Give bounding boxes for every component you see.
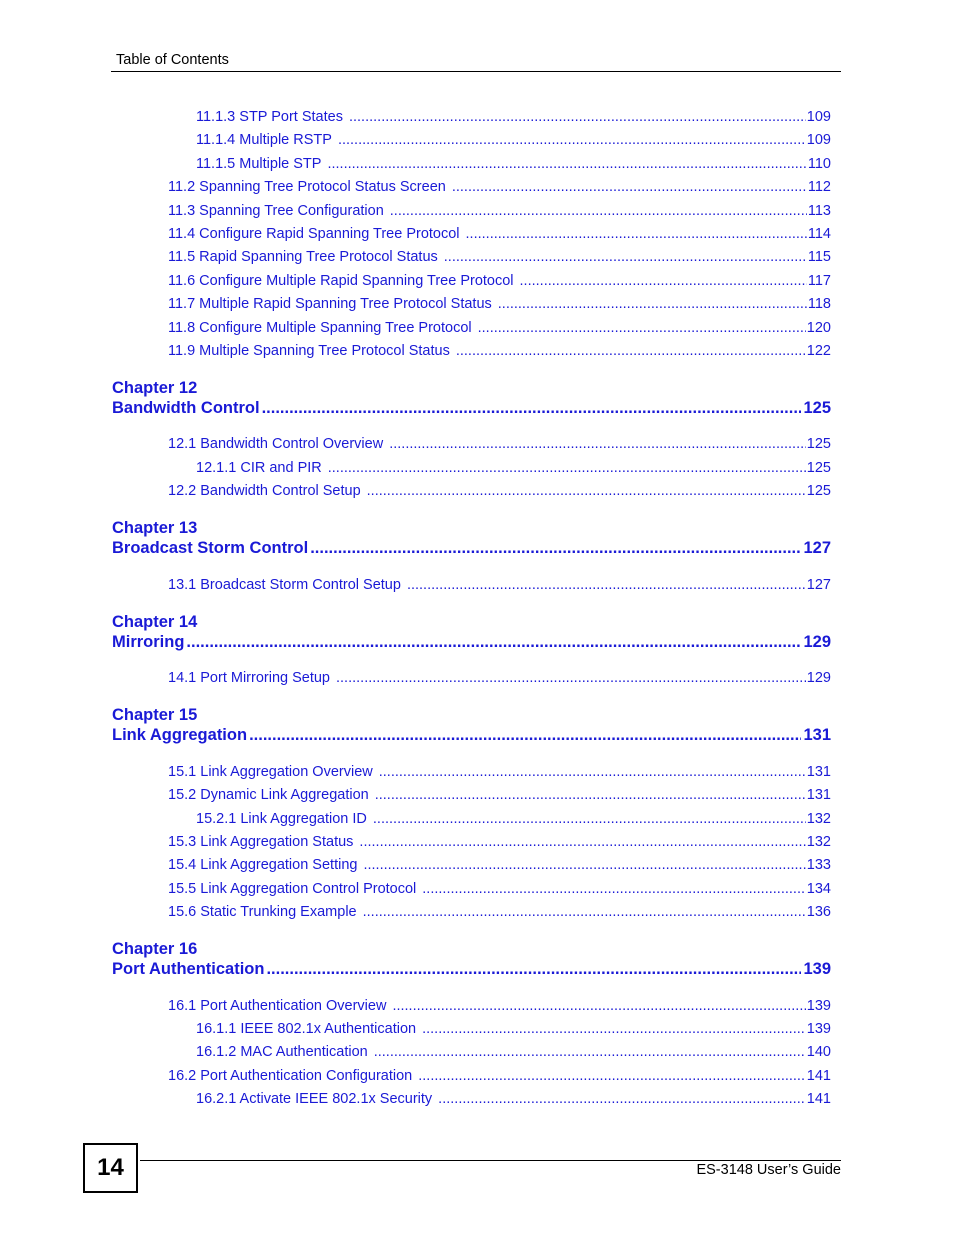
dot-leader: [375, 785, 806, 805]
section-entry[interactable]: [168, 902, 831, 922]
entry-page-number: 129: [806, 670, 831, 686]
entry-page-number: 125: [806, 483, 831, 499]
chapter-number[interactable]: Chapter 12: [112, 379, 198, 397]
section-entry[interactable]: [168, 224, 831, 244]
entry-title: 11.6 Configure Multiple Rapid Spanning Tree Protocol: [168, 273, 514, 289]
dot-leader: [390, 201, 807, 221]
section-entry[interactable]: [168, 201, 831, 221]
dot-leader: [359, 832, 805, 852]
entry-page-number: 132: [806, 811, 831, 827]
entry-title: 16.2.1 Activate IEEE 802.1x Security: [196, 1091, 433, 1107]
dot-leader: [262, 398, 802, 418]
entry-title: 16.1.2 MAC Authentication: [196, 1044, 368, 1060]
entry-page-number: 117: [807, 273, 831, 289]
section-entry[interactable]: [168, 832, 831, 852]
entry-title: 11.1.5 Multiple STP: [196, 156, 322, 172]
dot-leader: [379, 762, 806, 782]
chapter-title: Broadcast Storm Control: [112, 539, 309, 557]
entry-title: 13.1 Broadcast Storm Control Setup: [168, 577, 401, 593]
entry-title: 12.1.1 CIR and PIR: [196, 460, 322, 476]
section-entry[interactable]: [168, 294, 831, 314]
entry-title: 16.1.1 IEEE 802.1x Authentication: [196, 1021, 417, 1037]
dot-leader: [349, 107, 806, 127]
section-entry[interactable]: [168, 575, 831, 595]
entry-page-number: 114: [807, 226, 831, 242]
dot-leader: [186, 632, 801, 652]
entry-title: 12.2 Bandwidth Control Setup: [168, 483, 361, 499]
section-entry[interactable]: [168, 1066, 831, 1086]
chapter-number[interactable]: Chapter 14: [112, 613, 198, 631]
entry-title: 16.1 Port Authentication Overview: [168, 998, 387, 1014]
chapter-entry[interactable]: [112, 632, 831, 652]
footer-guide-title: ES-3148 User’s Guide: [696, 1162, 841, 1178]
entry-page-number: 131: [806, 787, 831, 803]
chapter-entry[interactable]: [112, 398, 831, 418]
entry-page-number: 125: [806, 460, 831, 476]
entry-title: 14.1 Port Mirroring Setup: [168, 670, 330, 686]
dot-leader: [452, 177, 807, 197]
dot-leader: [422, 1019, 806, 1039]
section-entry[interactable]: [168, 762, 831, 782]
dot-leader: [498, 294, 807, 314]
entry-page-number: 113: [807, 203, 831, 219]
entry-page-number: 139: [806, 998, 831, 1014]
section-entry[interactable]: [168, 271, 831, 291]
section-entry[interactable]: [168, 855, 831, 875]
entry-page-number: 125: [806, 436, 831, 452]
entry-title: 16.2 Port Authentication Configuration: [168, 1068, 413, 1084]
chapter-title: Link Aggregation: [112, 726, 248, 744]
entry-page-number: 122: [806, 343, 831, 359]
entry-title: 15.2.1 Link Aggregation ID: [196, 811, 367, 827]
entry-title: 11.4 Configure Rapid Spanning Tree Protocol: [168, 226, 460, 242]
dot-leader: [418, 1066, 806, 1086]
footer-rule: [140, 1160, 841, 1161]
dot-leader: [363, 855, 805, 875]
section-entry[interactable]: [168, 785, 831, 805]
entry-title: 11.9 Multiple Spanning Tree Protocol Status: [168, 343, 450, 359]
chapter-page-number: 125: [803, 399, 831, 417]
dot-leader: [338, 130, 806, 150]
dot-leader: [249, 725, 801, 745]
entry-page-number: 132: [806, 834, 831, 850]
section-entry[interactable]: [168, 434, 831, 454]
entry-title: 11.8 Configure Multiple Spanning Tree Protocol: [168, 320, 472, 336]
entry-page-number: 131: [806, 764, 831, 780]
header-rule: [111, 71, 841, 72]
dot-leader: [327, 154, 806, 174]
entry-title: 15.1 Link Aggregation Overview: [168, 764, 373, 780]
entry-page-number: 112: [807, 179, 831, 195]
dot-leader: [266, 959, 801, 979]
entry-page-number: 120: [806, 320, 831, 336]
chapter-title: Port Authentication: [112, 960, 265, 978]
entry-title: 11.5 Rapid Spanning Tree Protocol Status: [168, 249, 438, 265]
section-entry[interactable]: [168, 341, 831, 361]
section-entry[interactable]: [168, 318, 831, 338]
chapter-entry[interactable]: [112, 538, 831, 558]
dot-leader: [478, 318, 806, 338]
entry-title: 11.3 Spanning Tree Configuration: [168, 203, 384, 219]
entry-page-number: 136: [806, 904, 831, 920]
entry-title: 15.2 Dynamic Link Aggregation: [168, 787, 369, 803]
dot-leader: [374, 1042, 806, 1062]
section-entry[interactable]: [168, 481, 831, 501]
dot-leader: [520, 271, 807, 291]
entry-page-number: 110: [807, 156, 831, 172]
page-number: 14: [83, 1143, 138, 1193]
entry-title: 11.7 Multiple Rapid Spanning Tree Protocol Status: [168, 296, 492, 312]
chapter-page-number: 127: [803, 539, 831, 557]
dot-leader: [456, 341, 806, 361]
entry-title: 15.6 Static Trunking Example: [168, 904, 357, 920]
dot-leader: [438, 1089, 806, 1109]
entry-page-number: 140: [806, 1044, 831, 1060]
subsection-entry[interactable]: [196, 458, 831, 478]
chapter-number[interactable]: Chapter 16: [112, 940, 198, 958]
subsection-entry[interactable]: [196, 154, 831, 174]
entry-page-number: 118: [807, 296, 831, 312]
dot-leader: [444, 247, 807, 267]
chapter-page-number: 131: [803, 726, 831, 744]
entry-page-number: 141: [806, 1091, 831, 1107]
entry-page-number: 109: [806, 132, 831, 148]
entry-page-number: 127: [806, 577, 831, 593]
entry-page-number: 115: [807, 249, 831, 265]
section-entry[interactable]: [168, 996, 831, 1016]
dot-leader: [389, 434, 806, 454]
dot-leader: [422, 879, 806, 899]
entry-page-number: 141: [806, 1068, 831, 1084]
entry-page-number: 139: [806, 1021, 831, 1037]
dot-leader: [373, 809, 806, 829]
chapter-title: Bandwidth Control: [112, 399, 260, 417]
running-header: Table of Contents: [116, 52, 229, 68]
chapter-number[interactable]: Chapter 15: [112, 706, 198, 724]
dot-leader: [336, 668, 806, 688]
chapter-page-number: 139: [803, 960, 831, 978]
entry-page-number: 134: [806, 881, 831, 897]
subsection-entry[interactable]: [196, 809, 831, 829]
entry-title: 11.1.3 STP Port States: [196, 109, 343, 125]
entry-title: 15.5 Link Aggregation Control Protocol: [168, 881, 417, 897]
entry-title: 11.1.4 Multiple RSTP: [196, 132, 332, 148]
entry-title: 12.1 Bandwidth Control Overview: [168, 436, 384, 452]
section-entry[interactable]: [168, 247, 831, 267]
section-entry[interactable]: [168, 668, 831, 688]
subsection-entry[interactable]: [196, 1042, 831, 1062]
subsection-entry[interactable]: [196, 107, 831, 127]
dot-leader: [466, 224, 807, 244]
chapter-page-number: 129: [803, 633, 831, 651]
subsection-entry[interactable]: [196, 1019, 831, 1039]
chapter-entry[interactable]: [112, 725, 831, 745]
dot-leader: [392, 996, 805, 1016]
entry-title: 11.2 Spanning Tree Protocol Status Screen: [168, 179, 446, 195]
chapter-number[interactable]: Chapter 13: [112, 519, 198, 537]
subsection-entry[interactable]: [196, 130, 831, 150]
subsection-entry[interactable]: [196, 1089, 831, 1109]
entry-page-number: 133: [806, 857, 831, 873]
entry-title: 15.3 Link Aggregation Status: [168, 834, 354, 850]
entry-title: 15.4 Link Aggregation Setting: [168, 857, 358, 873]
dot-leader: [328, 458, 806, 478]
chapter-title: Mirroring: [112, 633, 185, 651]
chapter-entry[interactable]: [112, 959, 831, 979]
section-entry[interactable]: [168, 879, 831, 899]
entry-page-number: 109: [806, 109, 831, 125]
dot-leader: [363, 902, 806, 922]
dot-leader: [310, 538, 801, 558]
dot-leader: [367, 481, 806, 501]
section-entry[interactable]: [168, 177, 831, 197]
dot-leader: [407, 575, 806, 595]
